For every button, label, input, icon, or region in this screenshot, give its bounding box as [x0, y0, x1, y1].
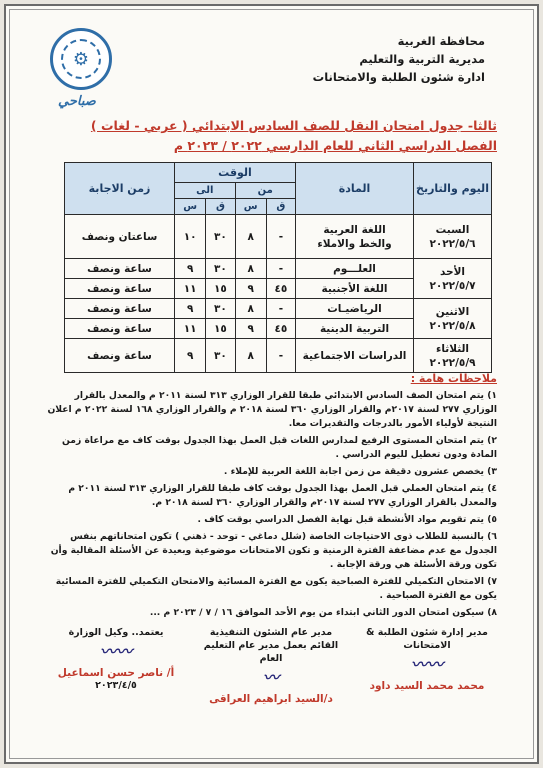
duration-cell: ساعة ونصف — [65, 319, 175, 339]
from-h-cell: ٩ — [235, 279, 266, 299]
from-m-cell: ٤٥ — [266, 279, 295, 299]
notes-section — [37, 372, 497, 623]
subject-cell: اللغة الأجنبية — [296, 279, 414, 299]
to-m-cell: ١٥ — [206, 319, 235, 339]
signature-name: أ/ ناصر حسن اسماعيل — [57, 667, 175, 679]
duration-cell: ساعتان ونصف — [65, 215, 175, 259]
to-h-cell: ١١ — [175, 319, 206, 339]
from-m-cell: ٤٥ — [266, 319, 295, 339]
table-row — [65, 215, 492, 259]
day-date: ٢٠٢٢/٥/٦ — [429, 237, 476, 250]
col-day: اليوم والتاريخ — [414, 163, 492, 215]
col-time: الوقت — [175, 163, 296, 183]
col-from-h: س — [235, 199, 266, 215]
to-h-cell: ١٠ — [175, 215, 206, 259]
to-h-cell: ١١ — [175, 279, 206, 299]
table-row — [65, 339, 492, 373]
duration-cell: ساعة ونصف — [65, 279, 175, 299]
subject-cell: التربية الدينية — [296, 319, 414, 339]
signature-left — [46, 626, 186, 692]
duration-cell: ساعة ونصف — [65, 339, 175, 373]
from-h-cell: ٨ — [235, 215, 266, 259]
to-m-cell: ٣٠ — [206, 299, 235, 319]
note-item: ٧) الامتحان التكميلي للفترة الصباحية يكون مع الفترة المسائية والامتحان التكميلي للفترة المسائية يكون مع الفترة الصباحية . — [55, 576, 497, 601]
header-block — [255, 32, 485, 86]
signature-role: يعتمد.. وكيل الوزارة — [68, 627, 164, 638]
day-cell — [414, 299, 492, 339]
to-m-cell: ١٥ — [206, 279, 235, 299]
duration-cell: ساعة ونصف — [65, 299, 175, 319]
note-item: ٨) سيكون امتحان الدور الثاني ابتداء من يوم الأحد الموافق ١٦ / ٧ / ٢٠٢٣ م ... — [149, 607, 497, 618]
subject-cell: العلـــوم — [296, 259, 414, 279]
department-line: ادارة شئون الطلبة والامتحانات — [312, 70, 485, 84]
from-h-cell: ٨ — [235, 259, 266, 279]
signature-date: ٢٠٢٣/٤/٥ — [95, 680, 137, 691]
day-name: السبت — [435, 223, 470, 236]
to-m-cell: ٣٠ — [206, 339, 235, 373]
signature-role: مدير إدارة شئون الطلبة & الامتحانات — [366, 627, 488, 651]
note-item: ٣) يخصص عشرون دقيقة من زمن اجابة اللغة العربية للإملاء . — [223, 466, 497, 477]
day-name: الأحد — [439, 265, 466, 278]
from-h-cell: ٨ — [235, 299, 266, 319]
col-to: الى — [175, 183, 236, 199]
signature-right — [347, 626, 507, 692]
from-m-cell: - — [266, 339, 295, 373]
note-item: ٦) بالنسبة للطلاب ذوى الاحتياجات الخاصة (شلل دماغي - توحد - ذهني ) تكون امتحاناتهم بنفس الجدول مع عدم مضاعفة الفترة الزمنية و تكون الامتحانات موضوعية وبعيدة عن الأسئلة المقالية وأن تكون ورقة الأسئلة هي ورقة الإجابة . — [50, 531, 497, 570]
logo-caption: صباحي — [58, 94, 96, 109]
table-row — [65, 299, 492, 319]
directorate-line: مديرية التربية والتعليم — [359, 52, 485, 66]
col-to-h: س — [175, 199, 206, 215]
day-cell — [414, 215, 492, 259]
handwritten-signature-icon: 〰 — [262, 668, 279, 687]
signature-name: محمد محمد السيد داود — [369, 680, 485, 692]
day-cell — [414, 259, 492, 299]
day-name: الثلاثاء — [435, 342, 470, 355]
subject-cell: الرياضيـات — [296, 299, 414, 319]
document-page — [4, 4, 539, 764]
subject-name-2: والخط والاملاء — [317, 237, 392, 250]
day-cell — [414, 339, 492, 373]
day-date: ٢٠٢٢/٥/٩ — [429, 356, 476, 369]
note-item: ٤) يتم امتحان العملي قبل العمل بهذا الجدول بوقت كاف طبقا للقرار الوزاري ٣١٣ لسنة ٢٠١١ م والمعدل بالقرار الوزاري ٢٧٧ لسنة ٢٠١٧م والقرار الوزاري ٣٦٠ لسنة ٢٠١٨ م. — [68, 483, 497, 508]
to-h-cell: ٩ — [175, 339, 206, 373]
note-item: ٢) يتم امتحان المستوى الرفيع لمدارس اللغات قبل العمل بهذا الجدول بوقت كاف مع مراعاة زمن المادة ودون تعطيل لليوم الدراسي . — [62, 435, 497, 460]
handwritten-signature-icon: 〰〰 — [99, 642, 132, 661]
col-subject: المادة — [296, 163, 414, 215]
day-date: ٢٠٢٢/٥/٨ — [429, 319, 476, 332]
signature-middle — [196, 626, 346, 705]
to-m-cell: ٣٠ — [206, 215, 235, 259]
signature-role: مدير عام الشئون التنفيذية — [209, 627, 333, 638]
table-row — [65, 259, 492, 279]
note-item: ٥) يتم تقويم مواد الأنشطة قبل نهاية الفصل الدراسي بوقت كاف . — [197, 514, 497, 525]
to-h-cell: ٩ — [175, 299, 206, 319]
subject-name: اللغة العربية — [323, 223, 386, 236]
from-m-cell: - — [266, 299, 295, 319]
from-m-cell: - — [266, 259, 295, 279]
to-m-cell: ٣٠ — [206, 259, 235, 279]
col-from: من — [235, 183, 295, 199]
day-date: ٢٠٢٢/٥/٧ — [429, 279, 476, 292]
col-from-m: ق — [266, 199, 295, 215]
to-h-cell: ٩ — [175, 259, 206, 279]
governorate-line: محافظة الغربية — [397, 34, 485, 48]
from-m-cell: - — [266, 215, 295, 259]
day-name: الاثنين — [435, 305, 470, 318]
subject-cell — [296, 215, 414, 259]
subject-cell: الدراسات الاجتماعية — [296, 339, 414, 373]
document-title: ثالثا- جدول امتحان النقل للصف السادس الابتدائي ( عربي - لغات ) — [90, 118, 497, 133]
notes-heading: ملاحظات هامة : — [410, 372, 497, 385]
duration-cell: ساعة ونصف — [65, 259, 175, 279]
note-item: ١) يتم امتحان الصف السادس الابتدائي طبقا للقرار الوزاري ٣١٣ لسنة ٢٠١١ م والمعدل بالقرار الوزاري ٢٧٧ لسنة ٢٠١٧م والقرار الوزاري ٣٦٠ لسنة ٢٠١٨ م والقرار الوزاري ١٦٨ لسنة ٢٠٢٢ م اعلان النتيجة لأولياء الأمور بالدرجات والتقديرات معا. — [47, 390, 497, 429]
signature-role-2: القائم بعمل مدير عام التعليم العام — [203, 640, 339, 664]
exam-schedule-table — [64, 162, 492, 373]
from-h-cell: ٩ — [235, 319, 266, 339]
col-duration: زمن الاجابة — [65, 163, 175, 215]
signature-name: د/السيد ابراهيم العراقى — [209, 693, 333, 705]
col-to-m: ق — [206, 199, 235, 215]
seal-logo-icon: ⚙ — [50, 28, 112, 90]
from-h-cell: ٨ — [235, 339, 266, 373]
handwritten-signature-icon: 〰〰 — [410, 655, 443, 674]
document-subtitle: الفصل الدراسي الثاني للعام الدارسي ٢٠٢٢ / ٢٠٢٣ م — [173, 138, 497, 153]
